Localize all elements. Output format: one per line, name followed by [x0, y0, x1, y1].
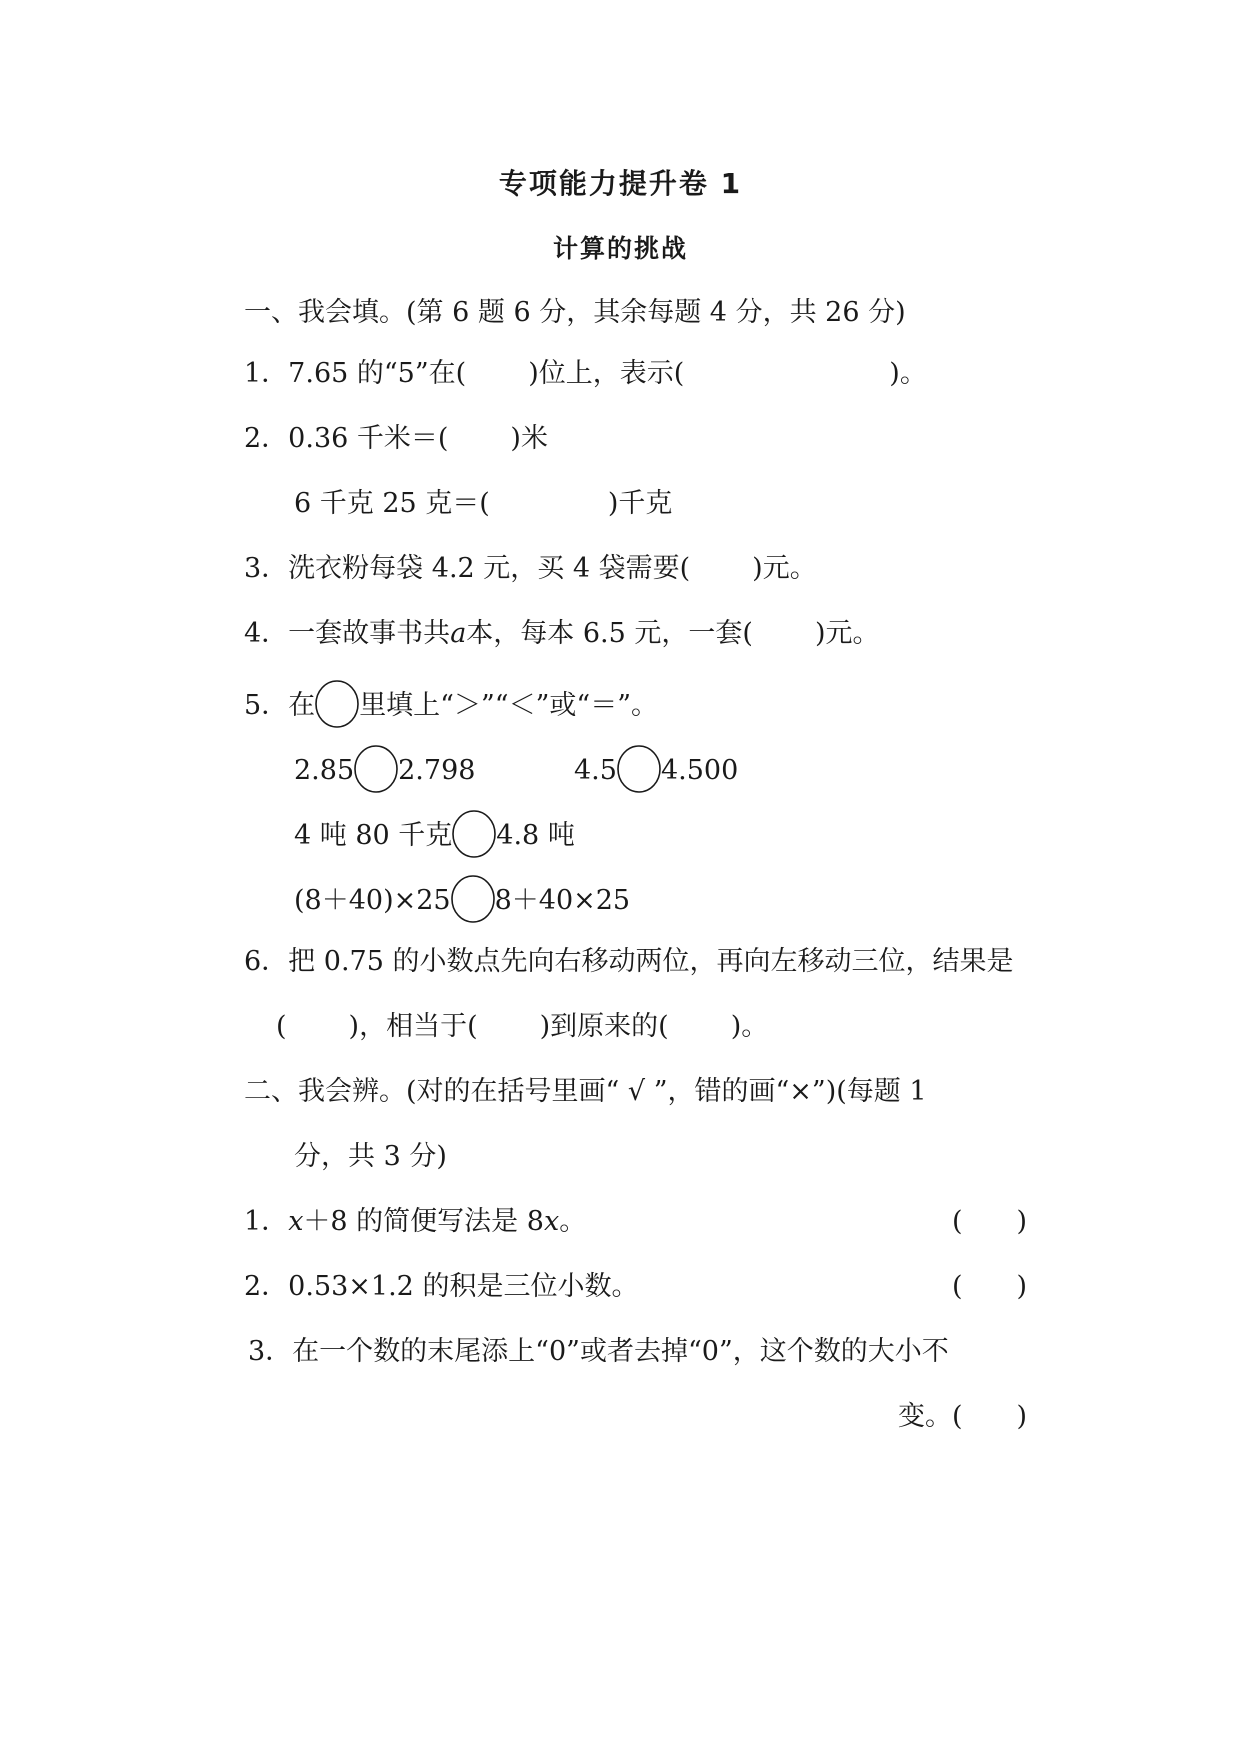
- section2-heading-line1: 二、我会辨。(对的在括号里画“ √ ”，错的画“×”)(每题 1: [244, 1076, 927, 1107]
- q4-text-c: )元。: [814, 618, 880, 649]
- q4-text-a: 4．一套故事书共: [244, 618, 451, 649]
- judge-1-var2: x: [543, 1206, 560, 1237]
- judge-3-answer-bracket[interactable]: ( ): [952, 1401, 1028, 1432]
- question-1-2-line1: [244, 421, 548, 457]
- judge-1-answer-bracket[interactable]: ( ): [952, 1206, 1028, 1237]
- compare-1-right: 2.798: [398, 755, 476, 786]
- judge-question-1: [244, 1204, 586, 1240]
- question-1-2-line2: [294, 486, 672, 522]
- q6-text-c: )到原来的(: [539, 1011, 669, 1042]
- compare-3-right: 4.8 吨: [496, 820, 575, 851]
- q5-text-b: 里填上“＞”“＜”或“＝”。: [359, 690, 659, 721]
- q2-line1-a: 2．0.36 千米＝(: [244, 423, 449, 454]
- compare-2-right: 4.500: [660, 755, 739, 786]
- compare-item-4: [294, 883, 630, 919]
- judge-question-3-line2: [898, 1399, 1027, 1435]
- q6-text-d: )。: [730, 1011, 769, 1042]
- judge-question-3-line1: 3．在一个数的末尾添上“0”或者去掉“0”，这个数的大小不: [248, 1336, 949, 1367]
- q5-text-a: 5．在: [244, 690, 316, 721]
- judge-1-prefix: 1．: [244, 1206, 289, 1237]
- judge-1-text-b: 。: [559, 1206, 587, 1237]
- q2-line2-a: 6 千克 25 克＝(: [294, 488, 490, 519]
- q4-variable: a: [450, 618, 467, 649]
- compare-3-circle[interactable]: [452, 818, 496, 854]
- q6-text-b: )，相当于(: [348, 1011, 478, 1042]
- question-1-3: [244, 551, 817, 587]
- compare-4-right: 8＋40×25: [494, 885, 631, 916]
- judge-3-text: 变。: [898, 1401, 952, 1432]
- q1-text-c: )。: [889, 358, 927, 389]
- judge-1-text-a: ＋8 的简便写法是 8: [303, 1206, 544, 1237]
- q4-text-b: 本，每本 6.5 元，一套(: [466, 618, 753, 649]
- compare-2-circle[interactable]: [617, 753, 661, 789]
- question-1-6-line1: 6．把 0.75 的小数点先向右移动两位，再向左移动三位，结果是: [244, 946, 1014, 977]
- judge-1-var1: x: [288, 1206, 304, 1237]
- judge-question-2: 2．0.53×1.2 的积是三位小数。: [244, 1271, 639, 1302]
- circle-icon: [315, 688, 359, 724]
- compare-item-3: [294, 818, 575, 854]
- page-title: 专项能力提升卷 1: [498, 167, 743, 200]
- section1-heading: 一、我会填。(第 6 题 6 分，其余每题 4 分，共 26 分): [244, 297, 906, 328]
- q3-text-a: 3．洗衣粉每袋 4.2 元，买 4 袋需要(: [244, 553, 691, 584]
- q1-text-b: )位上，表示(: [528, 358, 685, 389]
- question-1-6-line2: [276, 1009, 768, 1045]
- compare-4-circle[interactable]: [451, 883, 495, 919]
- compare-4-left: (8＋40)×25: [294, 885, 451, 916]
- compare-2-left: 4.5: [574, 755, 617, 786]
- q3-text-b: )元。: [752, 553, 817, 584]
- question-1-5-intro: [244, 688, 658, 724]
- compare-3-left: 4 吨 80 千克: [294, 820, 453, 851]
- page-subtitle: 计算的挑战: [552, 234, 688, 263]
- question-1-1: [244, 356, 927, 392]
- q1-text-a: 1．7.65 的“5”在(: [244, 358, 467, 389]
- q2-line2-b: )千克: [607, 488, 673, 519]
- compare-1-left: 2.85: [294, 755, 355, 786]
- q6-text-a: (: [276, 1011, 287, 1042]
- q2-line1-b: )米: [510, 423, 548, 454]
- compare-1-circle[interactable]: [354, 753, 398, 789]
- compare-item-2: [574, 753, 738, 789]
- compare-item-1: [294, 753, 475, 789]
- judge-2-answer-bracket[interactable]: ( ): [952, 1271, 1028, 1302]
- section2-heading-line2: 分，共 3 分): [294, 1141, 447, 1172]
- question-1-4: [244, 616, 879, 652]
